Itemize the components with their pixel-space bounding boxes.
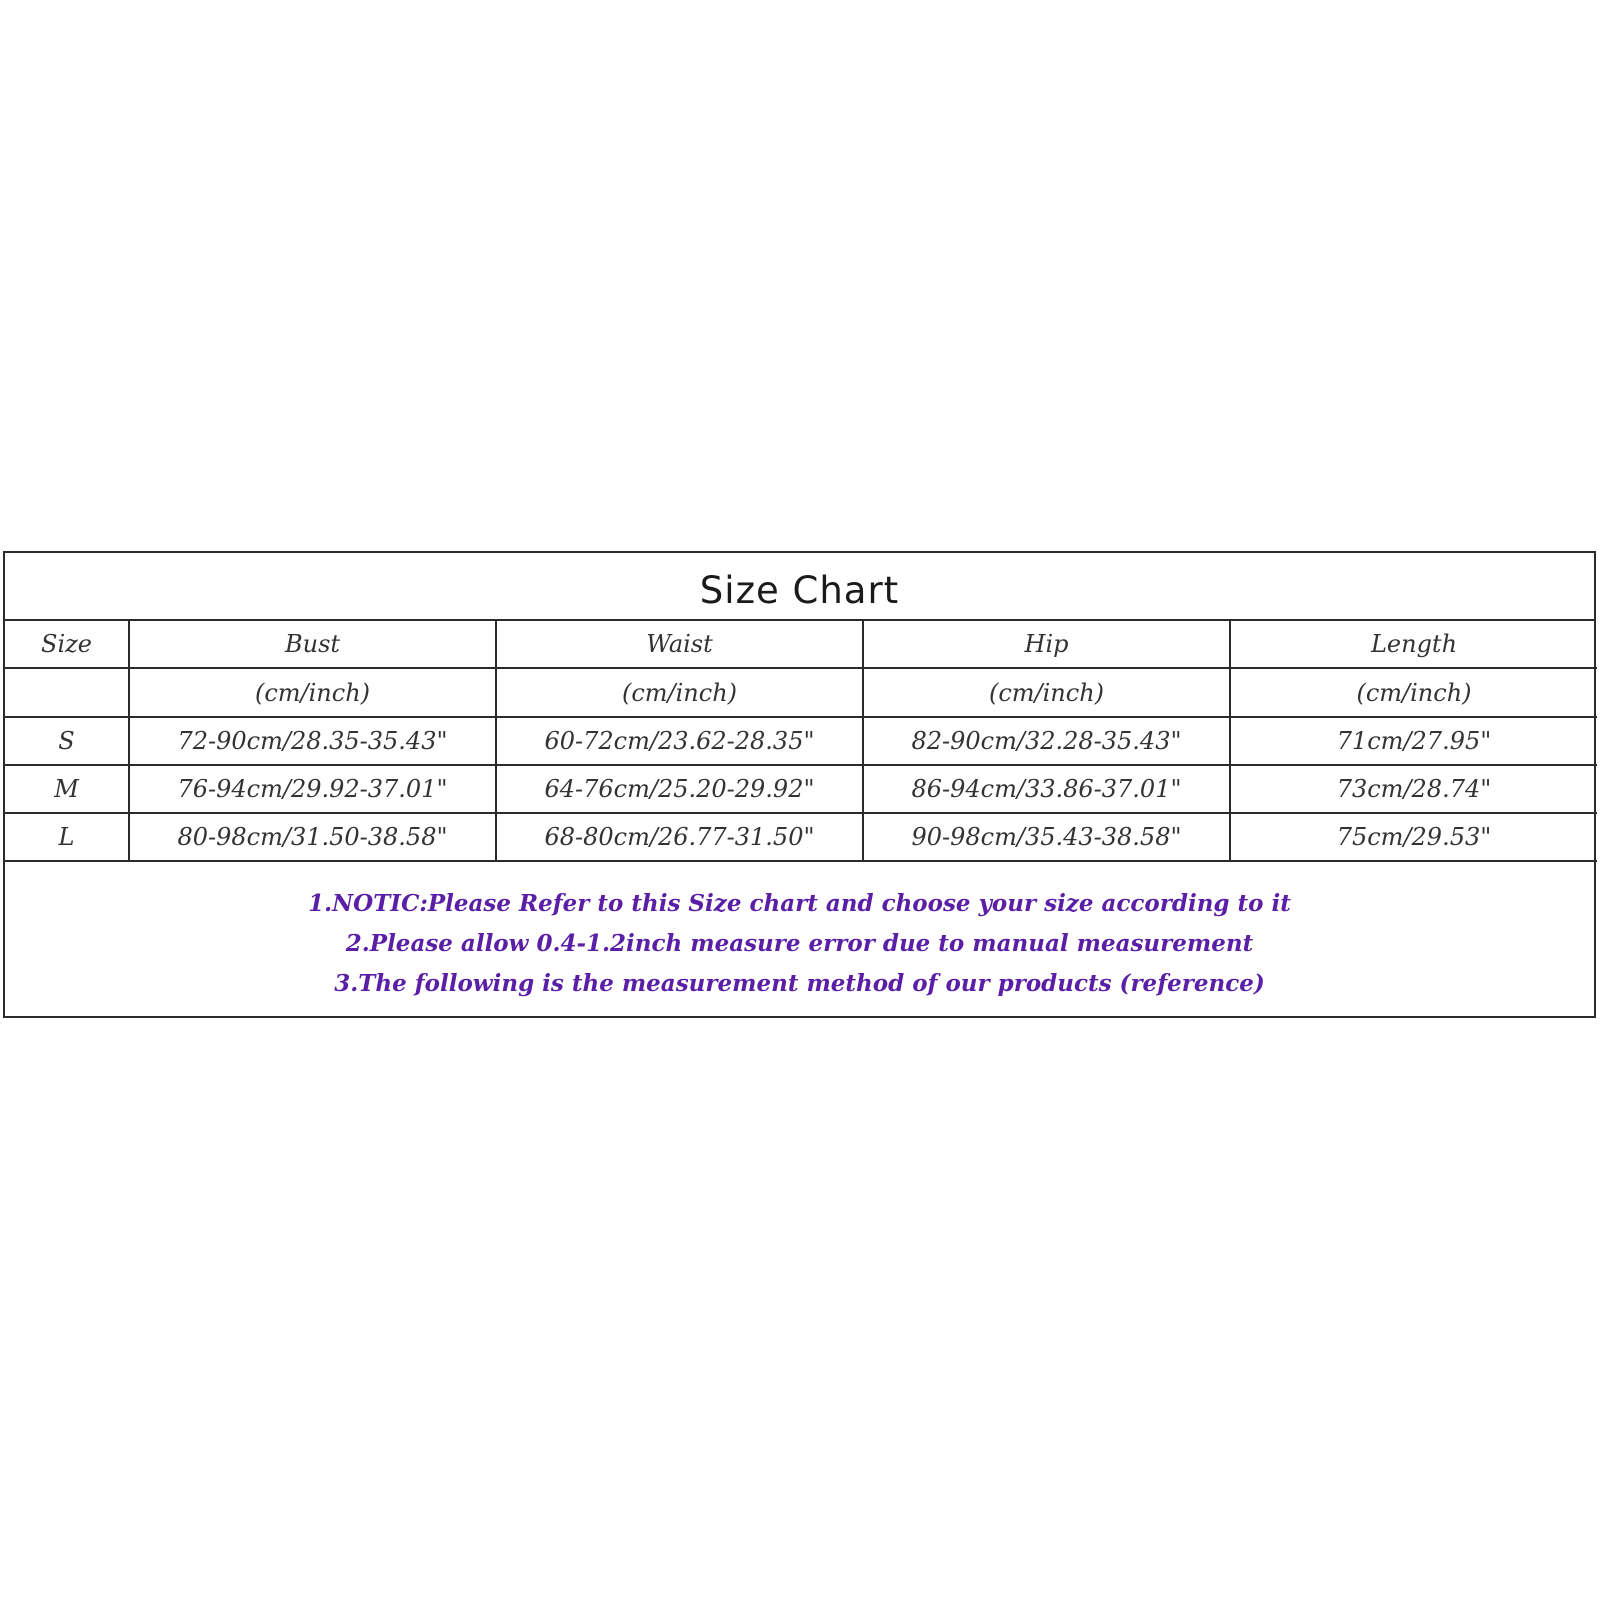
cell-hip: 82-90cm/32.28-35.43" [863,717,1230,765]
cell-bust: 80-98cm/31.50-38.58" [129,813,496,861]
table-row [5,813,1597,861]
header-bust: Bust [129,621,496,668]
size-chart [3,551,1596,1018]
cell-bust: 76-94cm/29.92-37.01" [129,765,496,813]
table-row [5,765,1597,813]
cell-length: 75cm/29.53" [1230,813,1597,861]
unit-row [5,668,1597,717]
cell-bust: 72-90cm/28.35-35.43" [129,717,496,765]
unit-waist: (cm/inch) [496,668,863,717]
cell-hip: 90-98cm/35.43-38.58" [863,813,1230,861]
header-hip: Hip [863,621,1230,668]
unit-size [5,668,129,717]
note-line: 1.NOTIC:Please Refer to this Size chart and choose your size according to it [308,890,1291,917]
unit-length: (cm/inch) [1230,668,1597,717]
cell-size: M [5,765,129,813]
title-row [5,553,1594,621]
chart-title: Size Chart [699,568,900,612]
unit-hip: (cm/inch) [863,668,1230,717]
header-row [5,621,1597,668]
header-size: Size [5,621,129,668]
note-line: 2.Please allow 0.4-1.2inch measure error due to manual measurement [345,930,1254,957]
unit-bust: (cm/inch) [129,668,496,717]
cell-length: 71cm/27.95" [1230,717,1597,765]
cell-waist: 60-72cm/23.62-28.35" [496,717,863,765]
cell-waist: 68-80cm/26.77-31.50" [496,813,863,861]
cell-size: L [5,813,129,861]
cell-size: S [5,717,129,765]
note-line: 3.The following is the measurement method of our products (reference) [334,970,1265,997]
table-row [5,717,1597,765]
cell-hip: 86-94cm/33.86-37.01" [863,765,1230,813]
header-waist: Waist [496,621,863,668]
cell-waist: 64-76cm/25.20-29.92" [496,765,863,813]
cell-length: 73cm/28.74" [1230,765,1597,813]
header-length: Length [1230,621,1597,668]
notes-section [5,862,1594,1004]
size-table [5,621,1597,862]
